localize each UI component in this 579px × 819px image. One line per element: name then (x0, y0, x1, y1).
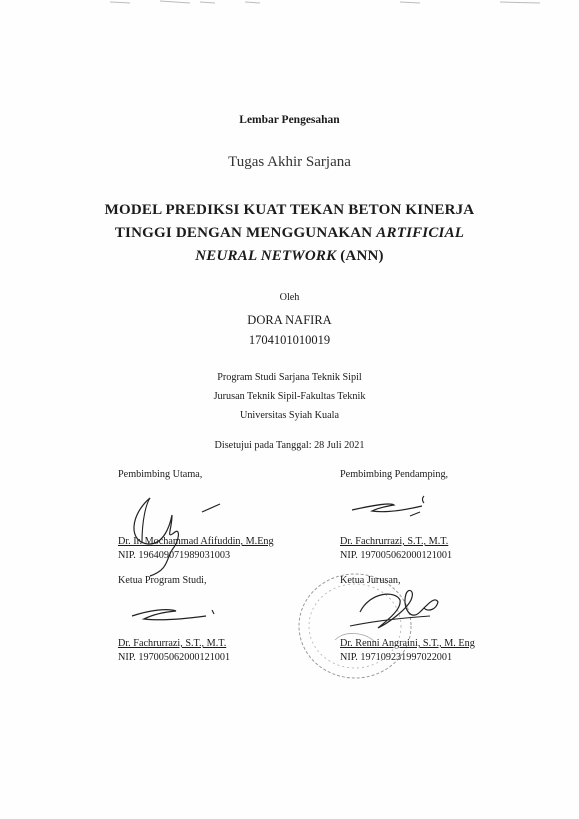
co-supervisor-nip: NIP. 197005062000121001 (340, 550, 453, 561)
program-head-role: Ketua Program Studi, (118, 575, 207, 586)
subtitle: Tugas Akhir Sarjana (228, 154, 351, 170)
title-line-3 (0, 245, 579, 268)
author-name: DORA NAFIRA (247, 313, 332, 327)
by-label: Oleh (279, 292, 300, 303)
title-line-2 (0, 222, 579, 245)
scan-edge-artifact (0, 0, 579, 8)
title-line-2-italic: ARTIFICIAL (376, 225, 465, 241)
title-line-3-plain: (ANN) (336, 248, 384, 264)
approval-date: Disetujui pada Tanggal: 28 Juli 2021 (214, 440, 365, 451)
program-name: Program Studi Sarjana Teknik Sipil (217, 372, 362, 383)
program-head-name: Dr. Fachrurrazi, S.T., M.T. (118, 638, 227, 649)
program-head-signature (128, 602, 223, 628)
main-supervisor-signature (120, 490, 230, 580)
co-supervisor-name: Dr. Fachrurrazi, S.T., M.T. (340, 536, 449, 547)
dept-head-name: Dr. Renni Angraini, S.T., M. Eng (340, 638, 475, 649)
title-line-2-plain: TINGGI DENGAN MENGGUNAKAN (114, 225, 377, 241)
co-supervisor-signature (350, 492, 440, 522)
heading: Lembar Pengesahan (239, 114, 340, 126)
main-supervisor-nip: NIP. 196409071989031003 (118, 550, 231, 561)
dept-head-signature (340, 582, 450, 642)
title-line-1: MODEL PREDIKSI KUAT TEKAN BETON KINERJA (104, 202, 475, 218)
dept-head-nip: NIP. 197109231997022001 (340, 652, 453, 663)
title-line-3-italic: NEURAL NETWORK (195, 248, 337, 264)
main-supervisor-name: Dr. Ir. Mochammad Afifuddin, M.Eng (118, 536, 274, 547)
thesis-title (0, 199, 579, 268)
dept-head-role: Ketua Jurusan, (340, 575, 401, 586)
university-name: Universitas Syiah Kuala (239, 410, 340, 421)
program-head-nip: NIP. 197005062000121001 (118, 652, 231, 663)
co-supervisor-role: Pembimbing Pendamping, (340, 469, 449, 480)
main-supervisor-role: Pembimbing Utama, (118, 469, 203, 480)
department-name: Jurusan Teknik Sipil-Fakultas Teknik (213, 391, 366, 402)
student-id: 1704101010019 (248, 333, 331, 347)
